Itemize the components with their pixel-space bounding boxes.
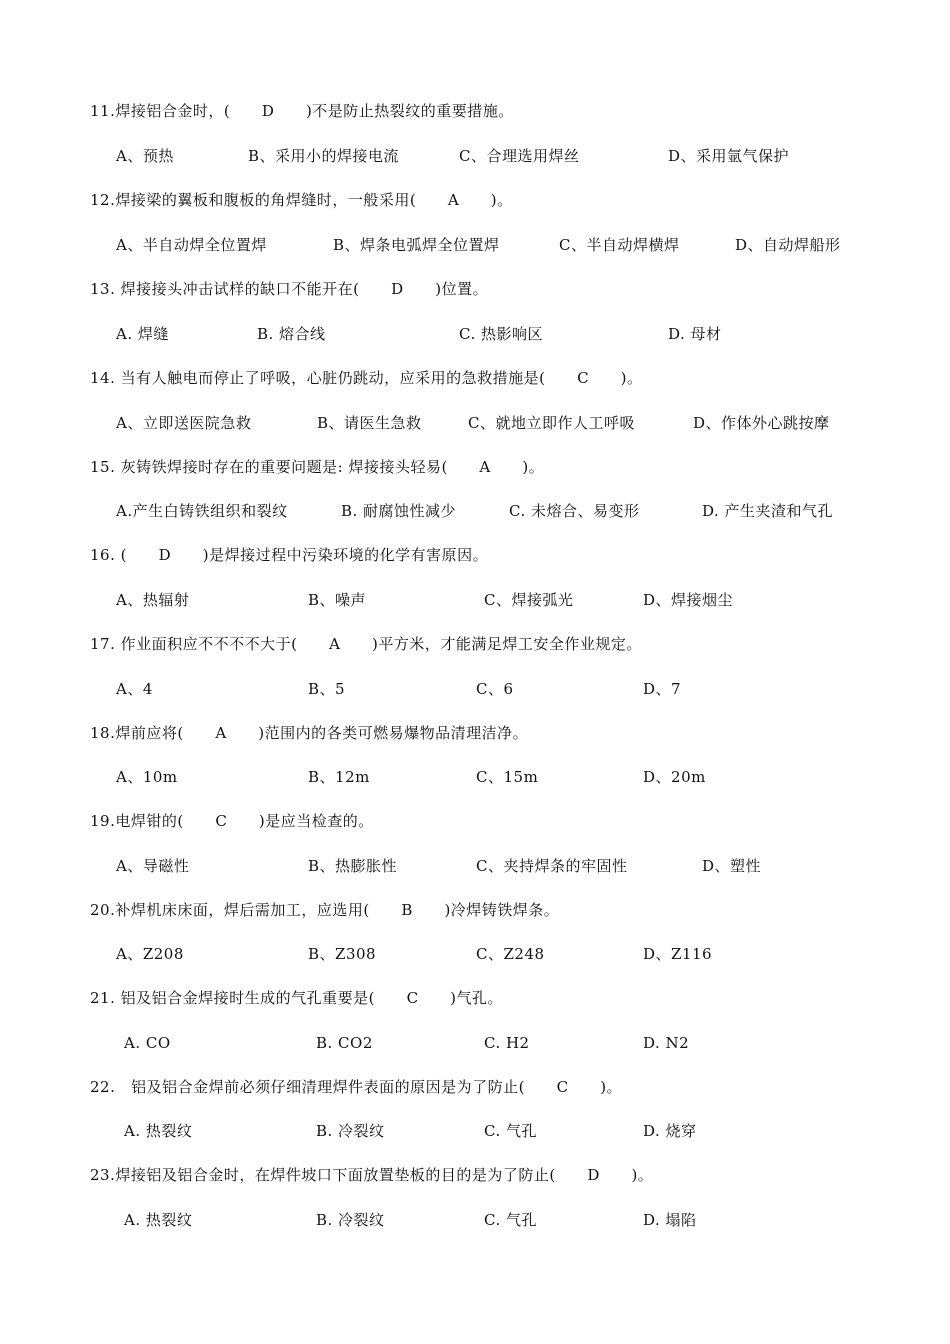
question-13-option-a: A. 焊缝 — [116, 325, 169, 343]
question-14-stem: 14. 当有人触电而停止了呼吸，心脏仍跳动，应采用的急救措施是( C )。 — [90, 369, 643, 387]
question-11-stem: 11.焊接铝合金时，( D )不是防止热裂纹的重要措施。 — [90, 102, 514, 120]
question-16-option-b: B、噪声 — [308, 591, 367, 609]
question-17-option-c: C、6 — [476, 680, 514, 698]
question-18-option-c: C、15m — [476, 768, 539, 786]
question-21-option-c: C. H2 — [484, 1034, 530, 1052]
question-13-option-b: B. 熔合线 — [257, 325, 326, 343]
question-12-option-b: B、焊条电弧焊全位置焊 — [333, 236, 500, 254]
question-16-option-c: C、焊接弧光 — [484, 591, 574, 609]
question-13-option-d: D. 母材 — [668, 325, 722, 343]
question-11-option-d: D、采用氩气保护 — [668, 147, 790, 165]
question-11-option-a: A、预热 — [116, 147, 174, 165]
question-22-stem: 22. 铝及铝合金焊前必须仔细清理焊件表面的原因是为了防止( C )。 — [90, 1078, 623, 1096]
question-20-stem: 20.补焊机床床面，焊后需加工，应选用( B )冷焊铸铁焊条。 — [90, 901, 560, 919]
question-15-option-b: B. 耐腐蚀性减少 — [341, 502, 457, 520]
question-11-option-b: B、采用小的焊接电流 — [248, 147, 400, 165]
question-19-option-b: B、热膨胀性 — [308, 857, 398, 875]
question-22-option-a: A. 热裂纹 — [124, 1122, 193, 1140]
question-18-option-d: D、20m — [643, 768, 706, 786]
question-19-stem: 19.电焊钳的( C )是应当检查的。 — [90, 812, 374, 830]
question-17-option-a: A、4 — [116, 680, 153, 698]
question-22-option-b: B. 冷裂纹 — [316, 1122, 385, 1140]
question-17-stem: 17. 作业面积应不不不不大于( A )平方米，才能满足焊工安全作业规定。 — [90, 635, 642, 653]
question-22-option-d: D. 烧穿 — [643, 1122, 697, 1140]
question-23-option-d: D. 塌陷 — [643, 1211, 697, 1229]
question-19-option-c: C、夹持焊条的牢固性 — [476, 857, 628, 875]
question-21-option-a: A. CO — [124, 1034, 171, 1052]
question-15-option-d: D. 产生夹渣和气孔 — [702, 502, 834, 520]
question-15-option-c: C. 未熔合、易变形 — [509, 502, 640, 520]
question-14-option-d: D、作体外心跳按摩 — [693, 414, 830, 432]
question-14-option-a: A、立即送医院急救 — [116, 414, 252, 432]
question-13-stem: 13. 焊接接头冲击试样的缺口不能开在( D )位置。 — [90, 280, 489, 298]
question-21-option-d: D. N2 — [643, 1034, 690, 1052]
question-16-stem: 16. ( D )是焊接过程中污染环境的化学有害原因。 — [90, 546, 489, 564]
question-16-option-a: A、热辐射 — [116, 591, 190, 609]
question-21-stem: 21. 铝及铝合金焊接时生成的气孔重要是( C )气孔。 — [90, 989, 504, 1007]
question-19-option-a: A、导磁性 — [116, 857, 190, 875]
question-11-option-c: C、合理选用焊丝 — [459, 147, 580, 165]
question-18-option-b: B、12m — [308, 768, 370, 786]
question-14-option-c: C、就地立即作人工呼吸 — [468, 414, 635, 432]
question-20-option-d: D、Z116 — [643, 945, 713, 963]
question-21-option-b: B. CO2 — [316, 1034, 373, 1052]
question-20-option-c: C、Z248 — [476, 945, 545, 963]
question-13-option-c: C. 热影响区 — [459, 325, 543, 343]
question-15-stem: 15. 灰铸铁焊接时存在的重要问题是: 焊接接头轻易( A )。 — [90, 458, 545, 476]
question-12-option-a: A、半自动焊全位置焊 — [116, 236, 267, 254]
question-17-option-d: D、7 — [643, 680, 682, 698]
question-22-option-c: C. 气孔 — [484, 1122, 537, 1140]
question-12-option-d: D、自动焊船形 — [735, 236, 841, 254]
question-23-option-a: A. 热裂纹 — [124, 1211, 193, 1229]
question-20-option-a: A、Z208 — [116, 945, 184, 963]
question-12-option-c: C、半自动焊横焊 — [559, 236, 680, 254]
question-16-option-d: D、焊接烟尘 — [643, 591, 734, 609]
question-20-option-b: B、Z308 — [308, 945, 377, 963]
question-18-option-a: A、10m — [116, 768, 178, 786]
question-14-option-b: B、请医生急救 — [317, 414, 422, 432]
question-23-option-b: B. 冷裂纹 — [316, 1211, 385, 1229]
question-15-option-a: A.产生白铸铁组织和裂纹 — [116, 502, 288, 520]
question-12-stem: 12.焊接梁的翼板和腹板的角焊缝时，一般采用( A )。 — [90, 191, 513, 209]
question-19-option-d: D、塑性 — [702, 857, 762, 875]
question-23-stem: 23.焊接铝及铝合金时，在焊件坡口下面放置垫板的目的是为了防止( D )。 — [90, 1166, 654, 1184]
question-23-option-c: C. 气孔 — [484, 1211, 537, 1229]
question-17-option-b: B、5 — [308, 680, 346, 698]
question-18-stem: 18.焊前应将( A )范围内的各类可燃易爆物品清理洁净。 — [90, 724, 529, 742]
